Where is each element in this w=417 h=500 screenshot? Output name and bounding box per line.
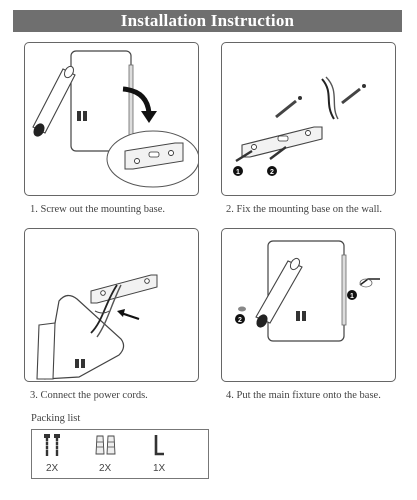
wall-anchor	[276, 84, 366, 117]
hex-key-qty: 1X	[153, 463, 166, 474]
svg-text:2: 2	[270, 169, 274, 176]
svg-text:1: 1	[236, 169, 240, 176]
page-title: Installation Instruction	[120, 11, 295, 30]
wall-anchor-qty: 2X	[99, 463, 112, 474]
svg-text:1: 1	[350, 293, 354, 300]
lamp-arm	[31, 65, 75, 139]
step-4-caption: 4. Put the main fixture onto the base.	[226, 390, 381, 401]
step-3-illustration	[24, 228, 199, 382]
lamp-arm	[37, 323, 55, 379]
wall-plate	[71, 51, 131, 151]
step-2-caption: 2. Fix the mounting base on the wall.	[226, 204, 383, 215]
hex-key-icon	[156, 435, 164, 454]
svg-text:2: 2	[238, 317, 242, 324]
step-4-illustration	[221, 228, 396, 382]
step-1-illustration	[24, 42, 199, 196]
wall-anchor-icon	[96, 436, 115, 454]
screw-icon	[44, 434, 60, 456]
step-2-illustration	[221, 42, 396, 196]
packing-list	[31, 429, 209, 479]
step-3-caption: 3. Connect the power cords.	[30, 390, 148, 401]
packing-list-label: Packing list	[31, 413, 81, 424]
screw-qty: 2X	[46, 463, 59, 474]
title-bar	[13, 10, 402, 32]
step-1-caption: 1. Screw out the mounting base.	[30, 204, 166, 215]
